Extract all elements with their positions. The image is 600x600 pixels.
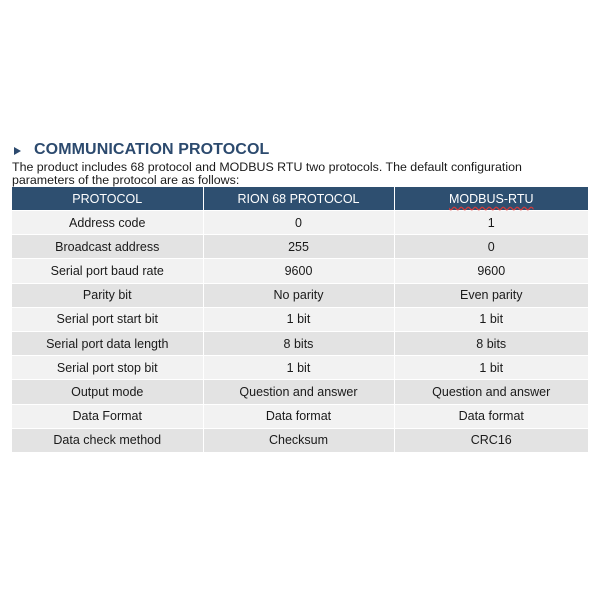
table-cell-modbus: 1 bit	[394, 307, 588, 331]
table-cell-parameter: Broadcast address	[12, 235, 203, 259]
table-cell-parameter: Serial port start bit	[12, 307, 203, 331]
table-cell-modbus: 1 bit	[394, 356, 588, 380]
table-cell-parameter: Output mode	[12, 380, 203, 404]
header-rion-68: RION 68 PROTOCOL	[203, 187, 394, 211]
table-cell-modbus: 0	[394, 235, 588, 259]
table-cell-parameter: Serial port stop bit	[12, 356, 203, 380]
table-cell-rion: 1 bit	[203, 307, 394, 331]
table-cell-modbus: CRC16	[394, 428, 588, 452]
table-cell-modbus: 9600	[394, 259, 588, 283]
header-modbus-rtu	[394, 187, 588, 211]
table-cell-modbus: 8 bits	[394, 331, 588, 355]
section-title: COMMUNICATION PROTOCOL	[34, 141, 270, 158]
header-protocol: PROTOCOL	[12, 187, 203, 211]
intro-line-2: parameters of the protocol are as follows:	[12, 173, 240, 187]
triangle-right-icon	[14, 147, 21, 155]
table-cell-rion: 0	[203, 211, 394, 235]
protocol-table	[12, 187, 588, 452]
table-cell-modbus: Data format	[394, 404, 588, 428]
table-row	[12, 428, 588, 452]
table-header-row	[12, 187, 588, 211]
table-row	[12, 331, 588, 355]
intro-line-1: The product includes 68 protocol and MODBUS RTU two protocols. The default configuration	[12, 160, 522, 174]
table-cell-parameter: Serial port baud rate	[12, 259, 203, 283]
section-heading	[14, 139, 588, 161]
table-cell-parameter: Serial port data length	[12, 331, 203, 355]
table-row	[12, 259, 588, 283]
table-cell-modbus: Question and answer	[394, 380, 588, 404]
table-cell-parameter: Data Format	[12, 404, 203, 428]
table-cell-modbus: 1	[394, 211, 588, 235]
table-cell-rion: 255	[203, 235, 394, 259]
table-row	[12, 307, 588, 331]
table-row	[12, 211, 588, 235]
table-row	[12, 235, 588, 259]
table-cell-modbus: Even parity	[394, 283, 588, 307]
table-cell-rion: 9600	[203, 259, 394, 283]
protocol-section	[12, 139, 588, 452]
table-row	[12, 404, 588, 428]
intro-text	[12, 161, 588, 187]
table-cell-parameter: Parity bit	[12, 283, 203, 307]
table-cell-parameter: Address code	[12, 211, 203, 235]
table-row	[12, 380, 588, 404]
table-cell-rion: Checksum	[203, 428, 394, 452]
table-cell-rion: Question and answer	[203, 380, 394, 404]
table-cell-rion: Data format	[203, 404, 394, 428]
header-modbus-rtu-label: MODBUS-RTU	[449, 191, 534, 206]
table-cell-rion: 1 bit	[203, 356, 394, 380]
table-cell-rion: No parity	[203, 283, 394, 307]
table-row	[12, 356, 588, 380]
table-cell-rion: 8 bits	[203, 331, 394, 355]
table-cell-parameter: Data check method	[12, 428, 203, 452]
table-row	[12, 283, 588, 307]
